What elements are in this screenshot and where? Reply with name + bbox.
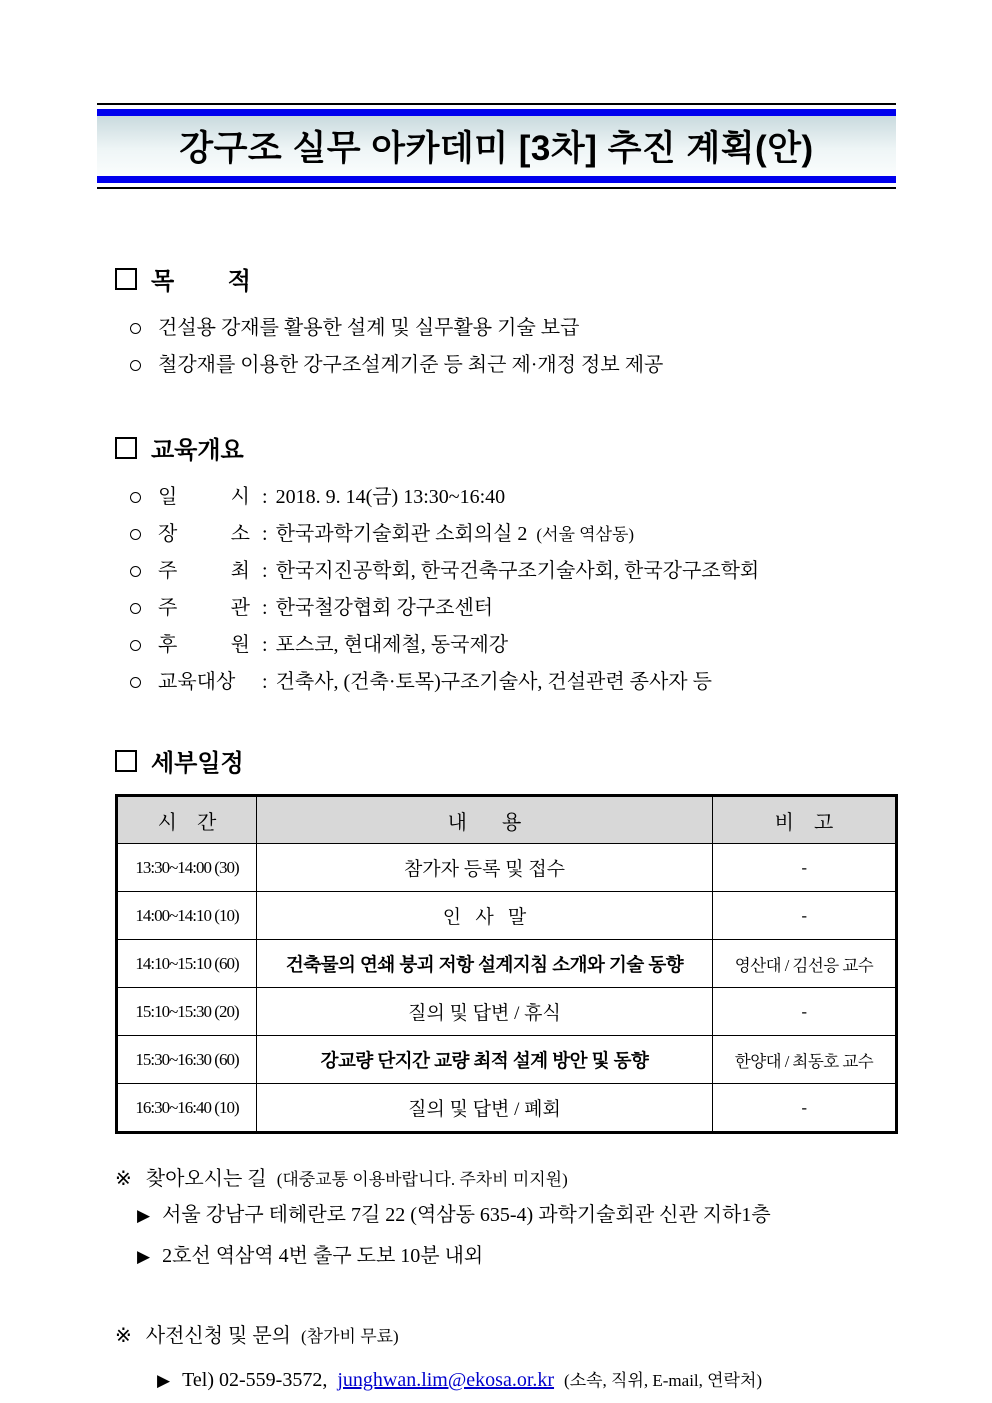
directions-heading-label: 찾아오시는 길 [145, 1168, 267, 1190]
remark-cell: 한양대 / 최동호 교수 [713, 1036, 897, 1084]
email-link[interactable]: junghwan.lim@ekosa.or.kr [337, 1369, 555, 1391]
directions-item-text: 서울 강남구 테헤란로 7길 22 (역삼동 635-4) 과학기술회관 신관 지하1층 [162, 1204, 771, 1226]
content-cell: 강교량 단지간 교량 최적 설계 방안 및 동향 [257, 1036, 713, 1084]
circle-bullet-icon [130, 360, 141, 371]
list-item [130, 347, 897, 384]
purpose-heading-label: 목 적 [151, 268, 251, 295]
contact-heading-note: (참가비 무료) [301, 1327, 399, 1346]
field-label: 주 관 [158, 597, 250, 619]
arrow-bullet-icon: ▶ [137, 1247, 151, 1266]
directions-item-text: 2호선 역삼역 4번 출구 도보 10분 내외 [162, 1245, 484, 1267]
remark-cell: - [713, 1084, 897, 1133]
remark-cell: - [713, 892, 897, 940]
time-cell: 16:30~16:40 (10) [117, 1084, 257, 1133]
table-row [117, 940, 897, 988]
directions-section [115, 1164, 897, 1277]
time-cell: 13:30~14:00 (30) [117, 844, 257, 892]
time-cell: 15:30~16:30 (60) [117, 1036, 257, 1084]
arrow-bullet-icon: ▶ [137, 1206, 151, 1225]
overview-heading-label: 교육개요 [151, 437, 244, 464]
checkbox-icon [115, 268, 137, 290]
arrow-bullet-icon: ▶ [157, 1371, 171, 1390]
header-remark: 비 고 [713, 796, 897, 844]
list-item [130, 516, 897, 553]
remark-cell: - [713, 988, 897, 1036]
time-cell: 14:00~14:10 (10) [117, 892, 257, 940]
field-colon: : [262, 523, 268, 545]
purpose-item-text: 건설용 강재를 활용한 설계 및 실무활용 기술 보급 [158, 317, 580, 339]
remark-cell: - [713, 844, 897, 892]
field-value: 2018. 9. 14(금) 13:30~16:40 [275, 486, 506, 508]
table-row [117, 844, 897, 892]
header-content: 내 용 [257, 796, 713, 844]
content-cell: 참가자 등록 및 접수 [257, 844, 713, 892]
purpose-list [115, 310, 897, 384]
list-item [130, 664, 897, 701]
list-item [137, 1236, 897, 1277]
phone-number: Tel) 02-559-3572, [182, 1369, 328, 1391]
contact-line [157, 1360, 897, 1401]
field-value: 한국철강협회 강구조센터 [275, 597, 494, 619]
field-label: 교육대상 [158, 671, 236, 693]
contact-section [115, 1321, 897, 1401]
field-value: 포스코, 현대제철, 동국제강 [275, 634, 509, 656]
list-item [130, 479, 897, 516]
schedule-heading-label: 세부일정 [151, 750, 244, 777]
field-colon: : [262, 671, 268, 693]
content-cell: 인 사 말 [257, 892, 713, 940]
circle-bullet-icon [130, 323, 141, 334]
field-label: 주 최 [158, 560, 250, 582]
content-cell: 건축물의 연쇄 붕괴 저항 설계지침 소개와 기술 동향 [257, 940, 713, 988]
directions-heading [115, 1164, 897, 1195]
circle-bullet-icon [130, 566, 141, 577]
section-heading-purpose [115, 261, 897, 296]
list-item [130, 590, 897, 627]
list-item [137, 1195, 897, 1236]
checkbox-icon [115, 750, 137, 772]
field-value: 한국과학기술회관 소회의실 2 [275, 523, 528, 545]
purpose-item-text: 철강재를 이용한 강구조설계기준 등 최근 제·개정 정보 제공 [158, 354, 664, 376]
field-note: (서울 역삼동) [536, 525, 635, 544]
circle-bullet-icon [130, 603, 141, 614]
content-cell: 질의 및 답변 / 폐회 [257, 1084, 713, 1133]
circle-bullet-icon [130, 640, 141, 651]
field-colon: : [262, 560, 268, 582]
content-cell: 질의 및 답변 / 휴식 [257, 988, 713, 1036]
contact-heading [115, 1321, 897, 1352]
section-heading-overview [115, 430, 897, 465]
table-row [117, 1084, 897, 1133]
table-header-row [117, 796, 897, 844]
contact-heading-label: 사전신청 및 문의 [145, 1325, 292, 1347]
field-value: 건축사, (건축·토목)구조기술사, 건설관련 종사자 등 [275, 671, 712, 693]
contact-email-note: (소속, 직위, E-mail, 연락처) [564, 1371, 763, 1390]
directions-heading-note: (대중교통 이용바랍니다. 주차비 미지원) [276, 1170, 568, 1189]
reference-mark-icon: ※ [115, 1325, 132, 1347]
page-title: 강구조 실무 아카데미 [3차] 추진 계획(안) [179, 129, 814, 168]
title-banner [97, 103, 896, 189]
circle-bullet-icon [130, 529, 141, 540]
section-heading-schedule [115, 743, 897, 778]
schedule-table [115, 794, 898, 1134]
table-row [117, 892, 897, 940]
field-colon: : [262, 486, 268, 508]
field-colon: : [262, 634, 268, 656]
list-item [130, 310, 897, 347]
reference-mark-icon: ※ [115, 1168, 132, 1190]
field-label: 일 시 [158, 486, 250, 508]
field-label: 장 소 [158, 523, 250, 545]
title-banner-gradient [97, 109, 896, 183]
field-colon: : [262, 597, 268, 619]
document-body [115, 261, 897, 1401]
circle-bullet-icon [130, 677, 141, 688]
circle-bullet-icon [130, 492, 141, 503]
table-row [117, 1036, 897, 1084]
field-value: 한국지진공학회, 한국건축구조기술사회, 한국강구조학회 [275, 560, 760, 582]
overview-list [115, 479, 897, 701]
header-time: 시 간 [117, 796, 257, 844]
list-item [130, 627, 897, 664]
field-label: 후 원 [158, 634, 250, 656]
checkbox-icon [115, 437, 137, 459]
list-item [130, 553, 897, 590]
time-cell: 14:10~15:10 (60) [117, 940, 257, 988]
table-row [117, 988, 897, 1036]
remark-cell: 영산대 / 김선응 교수 [713, 940, 897, 988]
time-cell: 15:10~15:30 (20) [117, 988, 257, 1036]
